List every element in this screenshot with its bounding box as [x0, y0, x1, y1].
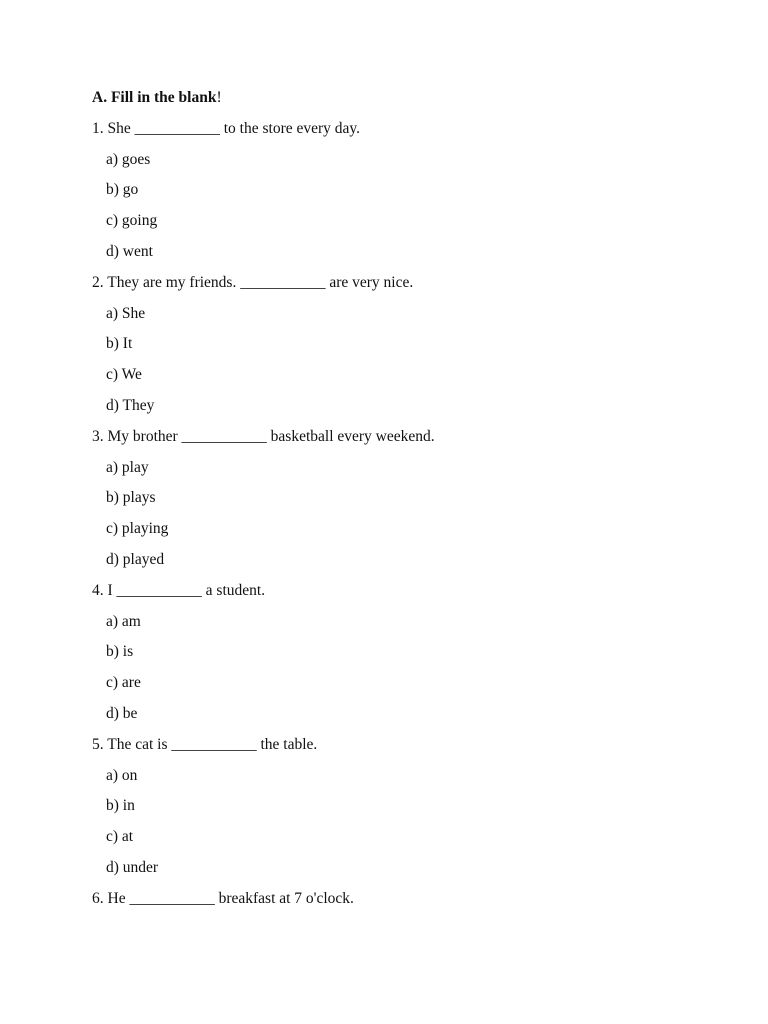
question-2-option-a: a) She [106, 305, 146, 322]
question-3-option-b: b) plays [106, 489, 156, 506]
question-4-option-c: c) are [106, 674, 141, 691]
question-3: 3. My brother ___________ basketball every weekend. [92, 428, 435, 445]
section-title-punct: ! [216, 89, 222, 106]
question-3-option-a: a) play [106, 459, 149, 476]
question-1-option-b: b) go [106, 181, 139, 198]
section-title-text: A. Fill in the blank [92, 89, 217, 106]
question-2: 2. They are my friends. ___________ are very nice. [92, 274, 414, 291]
question-2-option-d: d) They [106, 397, 155, 414]
question-6: 6. He ___________ breakfast at 7 o'clock. [92, 890, 354, 907]
question-4: 4. I ___________ a student. [92, 582, 266, 599]
question-1: 1. She ___________ to the store every day. [92, 120, 361, 137]
section-title [92, 88, 222, 108]
question-1-option-d: d) went [106, 243, 153, 260]
question-4-option-d: d) be [106, 705, 138, 722]
question-3-option-d: d) played [106, 551, 165, 568]
question-1-option-a: a) goes [106, 151, 151, 168]
question-5-option-d: d) under [106, 859, 159, 876]
question-2-option-c: c) We [106, 366, 142, 383]
question-4-option-a: a) am [106, 613, 141, 630]
question-3-option-c: c) playing [106, 520, 169, 537]
question-5: 5. The cat is ___________ the table. [92, 736, 318, 753]
question-1-option-c: c) going [106, 212, 158, 229]
question-2-option-b: b) It [106, 335, 133, 352]
question-5-option-a: a) on [106, 767, 138, 784]
question-5-option-c: c) at [106, 828, 134, 845]
question-4-option-b: b) is [106, 643, 134, 660]
question-5-option-b: b) in [106, 797, 135, 814]
